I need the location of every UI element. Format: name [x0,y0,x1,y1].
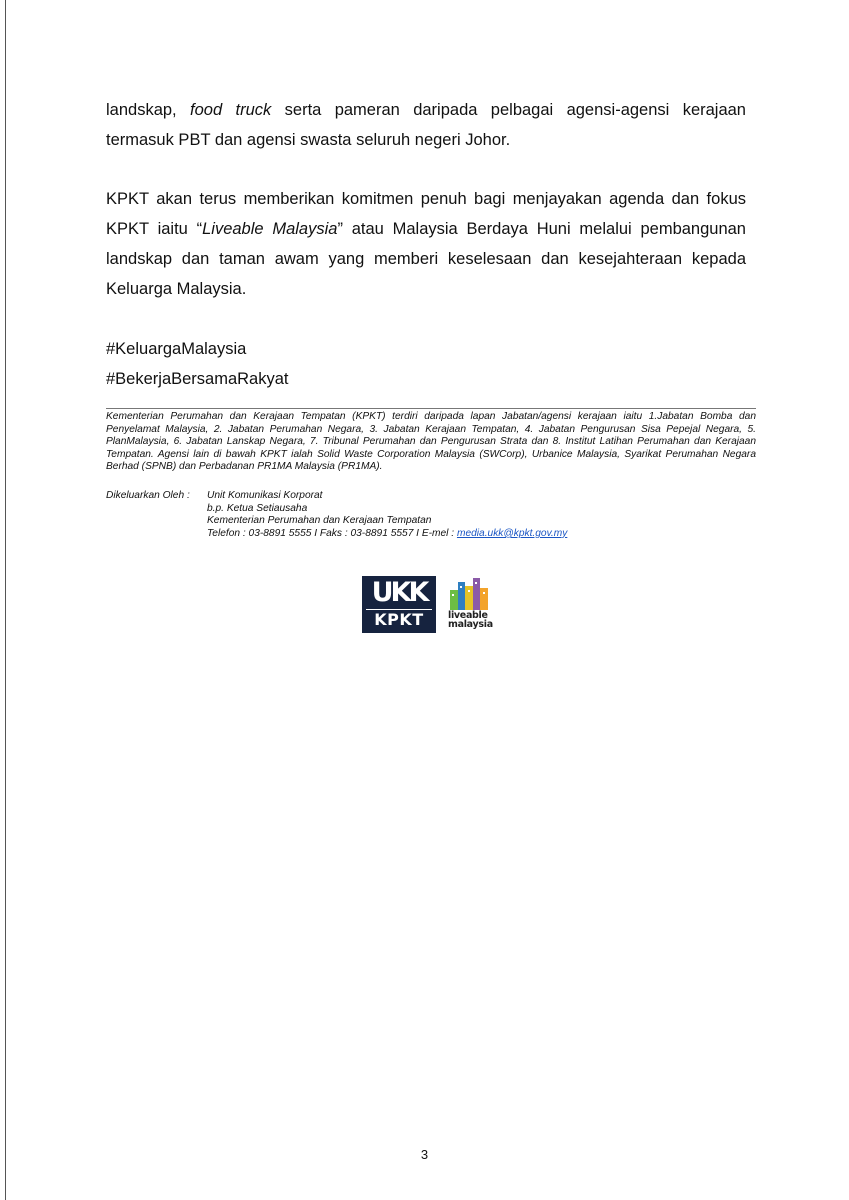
paragraph-1-text-a: landskap, [106,101,191,119]
malaysia-word: malaysia [448,619,493,630]
paragraph-2 [106,184,746,304]
issued-on-behalf: b.p. Ketua Setiausaha [207,502,308,514]
logos [362,576,502,636]
paragraph-2-text-b: ” atau Malaysia Berdaya Huni melalui pembangunan landskap dan taman awam yang memberi keselesaan dan kesejahteraan kepada Keluarga Malaysia. [106,220,746,298]
liveable-malaysia-wordmark [448,611,508,629]
page-edge [5,0,6,1200]
contact-line [207,528,567,541]
paragraph-2-text-a: KPKT akan terus memberikan komitmen penuh bagi menjayakan agenda dan fokus KPKT iaitu “ [106,190,746,238]
email-link[interactable]: media.ukk@kpkt.gov.my [456,527,568,539]
contact-text: Telefon : 03-8891 5555 I Faks : 03-8891 5557 I E-mel : [207,527,457,539]
paragraph-1-italic: food truck [190,101,272,119]
paragraph-2-italic: Liveable Malaysia [202,220,338,238]
paragraph-1 [106,95,746,155]
issued-unit: Unit Komunikasi Korporat [207,490,323,501]
kpkt-logo-text: KPKT [374,610,424,629]
footnote-divider [106,408,756,409]
page-number: 3 [420,1147,429,1162]
footnote: Kementerian Perumahan dan Kerajaan Tempatan (KPKT) terdiri daripada lapan Jabatan/agensi kerajaan iaitu 1.Jabatan Bomba dan Penyelamat Malaysia, 2. Jabatan Perumahan Negara, 3. Jabatan Kerajaan Tempatan, 4. Jabatan Pengurusan Sisa Pepejal Negara, 5. PlanMalaysia, 6. Jabatan Lanskap Negara, 7. Tribunal Perumahan dan Pengurusan Strata dan 8. Institut Latihan Perumahan dan Kerajaan Tempatan. Agensi lain di bawah KPKT ialah Solid Waste Corporation Malaysia (SWCorp), Urbanice Malaysia, Syarikat Perumahan Negara Berhad (SPNB) dan Perbadanan PR1MA Malaysia (PR1MA). [106,411,756,473]
issued-ministry: Kementerian Perumahan dan Kerajaan Tempatan [207,515,432,527]
ukk-logo-text: UKK [371,577,427,608]
hashtag-bekerja-bersama-rakyat: #BekerjaBersamaRakyat [106,370,289,388]
paragraph-1-text-b: serta pameran daripada pelbagai agensi-agensi kerajaan termasuk PBT dan agensi swasta seluruh negeri Johor. [106,101,746,149]
ukk-kpkt-logo [362,576,436,633]
liveable-word: liveable [448,610,488,621]
hashtags [106,334,746,394]
hashtag-keluarga-malaysia: #KeluargaMalaysia [106,340,247,358]
issued-by-label: Dikeluarkan Oleh : [106,490,190,501]
